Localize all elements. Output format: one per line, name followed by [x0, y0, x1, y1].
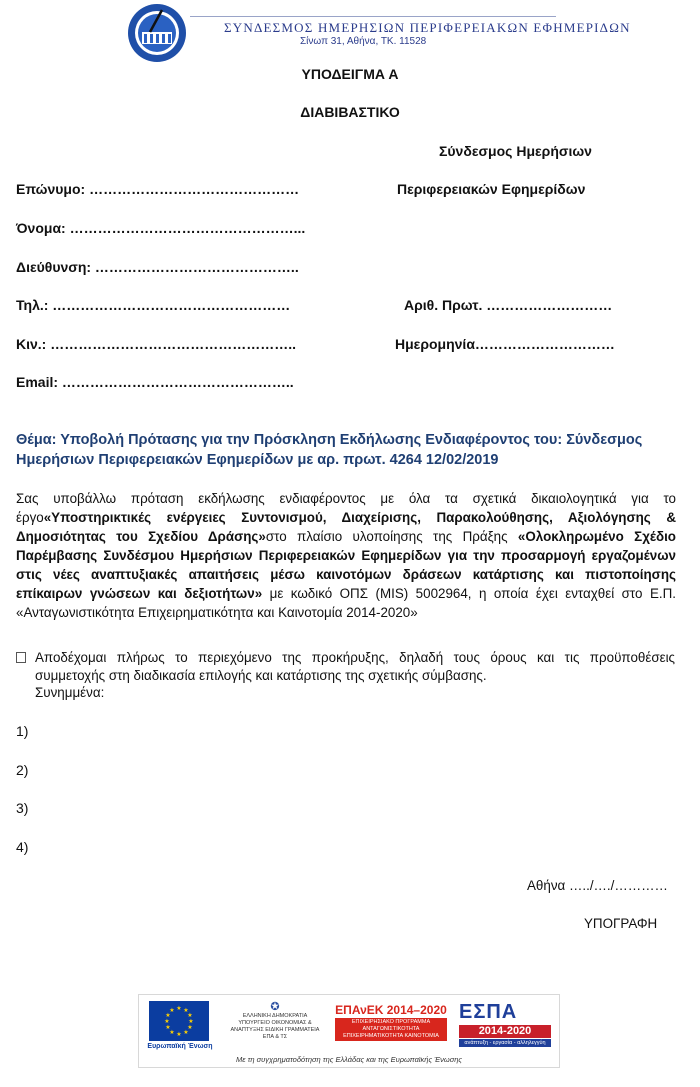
espa-logo — [459, 1001, 551, 1047]
espa-tagline: ανάπτυξη - εργασία - αλληλεγγύη — [459, 1039, 551, 1047]
body-paragraph — [16, 489, 676, 622]
date-field[interactable]: Ημερομηνία………………………… — [395, 336, 615, 352]
svg-text:★: ★ — [169, 1007, 175, 1014]
svg-text:★: ★ — [176, 1005, 182, 1012]
attachments-label: Συνημμένα: — [35, 685, 105, 700]
body-action-title: «Ολοκληρωμένο Σχέδιο Παρέμβασης Συνδέσμου Ημερήσιων Περιφερειακών Εφημερίδων για την προσαρμογή εργαζομένων στις νέες αναπτυξιακές απαιτήσεις μέσω καινοτόμων δράσεων κατάρτισης και πιστοποίησης επίκαιρων γνώσεων και δεξιοτήτων» — [16, 529, 676, 601]
subject-line: Θέμα: Υποβολή Πρότασης για την Πρόσκληση Εκδήλωσης Ενδιαφέροντος του: Σύνδεσμος Ημερήσιων Περιφερειακών Εφημερίδων με αρ. πρωτ. 4264 12/02/2019 — [16, 432, 643, 468]
svg-text:★: ★ — [169, 1029, 175, 1036]
svg-text:★: ★ — [187, 1012, 193, 1019]
espa-name: ΕΣΠΑ — [459, 1001, 518, 1023]
svg-text:★: ★ — [164, 1018, 170, 1025]
espa-years: 2014-2020 — [459, 1025, 551, 1038]
attachment-item-1[interactable]: 1) — [16, 723, 29, 739]
svg-text:★: ★ — [165, 1012, 171, 1019]
attachment-item-3[interactable]: 3) — [16, 800, 29, 816]
svg-text:★: ★ — [188, 1018, 194, 1025]
phone-field[interactable]: Τηλ.: …………………………………………… — [16, 297, 291, 313]
ministry-logo — [227, 1001, 323, 1041]
acceptance-text: Αποδέχομαι πλήρως το περιεχόμενο της προκήρυξης, δηλαδή τους όρους και τις προϋποθέσεις συμμετοχής στη διαδικασία επιλογής και κατάρτισης της σχετικής σύμβασης. — [35, 650, 675, 683]
protocol-number-field[interactable]: Αριθ. Πρωτ. ……………………… — [404, 297, 613, 313]
body-text-3: με κωδικό ΟΠΣ (MIS) 5002964, η οποία έχει ενταχθεί στο Ε.Π. «Ανταγωνιστικότητα Επιχειρηματικότητα και Καινοτομία 2014-2020» — [16, 586, 676, 620]
epanek-subtitle: ΕΠΙΧΕΙΡΗΣΙΑΚΟ ΠΡΟΓΡΑΜΜΑ ΑΝΤΑΓΩΝΙΣΤΙΚΟΤΗΤΑ ΕΠΙΧΕΙΡΗΜΑΤΙΚΟΤΗΤΑ ΚΑΙΝΟΤΟΜΙΑ — [335, 1018, 447, 1041]
recipient-line-2: Περιφερειακών Εφημερίδων — [397, 181, 586, 197]
place-date-field[interactable]: Αθήνα …../…./………… — [527, 878, 668, 893]
attachment-item-2[interactable]: 2) — [16, 762, 29, 778]
email-field[interactable]: Email: ………………………………………….. — [16, 374, 294, 390]
address-field[interactable]: Διεύθυνση: …………………………………….. — [16, 259, 299, 275]
signature-label: ΥΠΟΓΡΑΦΗ — [584, 916, 658, 931]
cover-letter-title: ΔΙΑΒΙΒΑΣΤΙΚΟ — [300, 104, 400, 120]
greek-emblem-icon: ✪ — [270, 1001, 280, 1013]
name-field[interactable]: Όνομα: …………………………………………... — [16, 220, 306, 236]
header-org-name: ΣΥΝΔΕΣΜΟΣ ΗΜΕΡΗΣΙΩΝ ΠΕΡΙΦΕΡΕΙΑΚΩΝ ΕΦΗΜΕΡΙΔΩΝ — [224, 20, 631, 35]
eu-flag-icon — [149, 1001, 209, 1041]
svg-text:★: ★ — [187, 1024, 193, 1031]
body-project-title: «Υποστηρικτικές ενέργειες Συντονισμού, Διαχείρισης, Παρακολούθησης, Αξιολόγησης & Δημοσιότητας του Σχεδίου Δράσης» — [16, 510, 676, 544]
eu-label: Ευρωπαϊκή Ένωση — [147, 1043, 213, 1050]
body-text-1: Σας υποβάλλω πρόταση εκδήλωσης ενδιαφέροντος με όλα τα σχετικά δικαιολογητικά για το έργο — [16, 491, 676, 525]
svg-text:★: ★ — [183, 1007, 189, 1014]
svg-text:★: ★ — [165, 1024, 171, 1031]
mobile-field[interactable]: Κιν.: …………………………………………….. — [16, 336, 297, 352]
header-address: Σίνωπ 31, Αθήνα, ΤΚ. 11528 — [300, 36, 427, 47]
acceptance-checkbox[interactable] — [16, 652, 26, 663]
recipient-line-1: Σύνδεσμος Ημερήσιων — [439, 143, 592, 159]
association-logo — [126, 2, 188, 64]
ministry-text: ΕΛΛΗΝΙΚΗ ΔΗΜΟΚΡΑΤΙΑ ΥΠΟΥΡΓΕΙΟ ΟΙΚΟΝΟΜΙΑΣ & ΑΝΑΠΤΥΞΗΣ ΕΙΔΙΚΗ ΓΡΑΜΜΑΤΕΙΑ ΕΠΑ & ΤΣ — [230, 1013, 320, 1040]
surname-field[interactable]: Επώνυμο: ……………………………………… — [16, 181, 300, 197]
svg-text:★: ★ — [176, 1031, 182, 1038]
attachment-item-4[interactable]: 4) — [16, 839, 29, 855]
header-rule — [190, 16, 556, 17]
funding-banner — [138, 994, 560, 1068]
epanek-logo — [335, 1003, 447, 1041]
body-text-2: στο πλαίσιο υλοποίησης της Πράξης — [265, 529, 518, 544]
svg-text:★: ★ — [183, 1029, 189, 1036]
cofinance-text: Με τη συγχρηματοδότηση της Ελλάδας και της Ευρωπαϊκής Ένωσης — [235, 1055, 463, 1064]
sample-title: ΥΠΟΔΕΙΓΜΑ Α — [301, 66, 399, 82]
epanek-name: ΕΠΑνΕΚ 2014–2020 — [335, 1003, 447, 1017]
